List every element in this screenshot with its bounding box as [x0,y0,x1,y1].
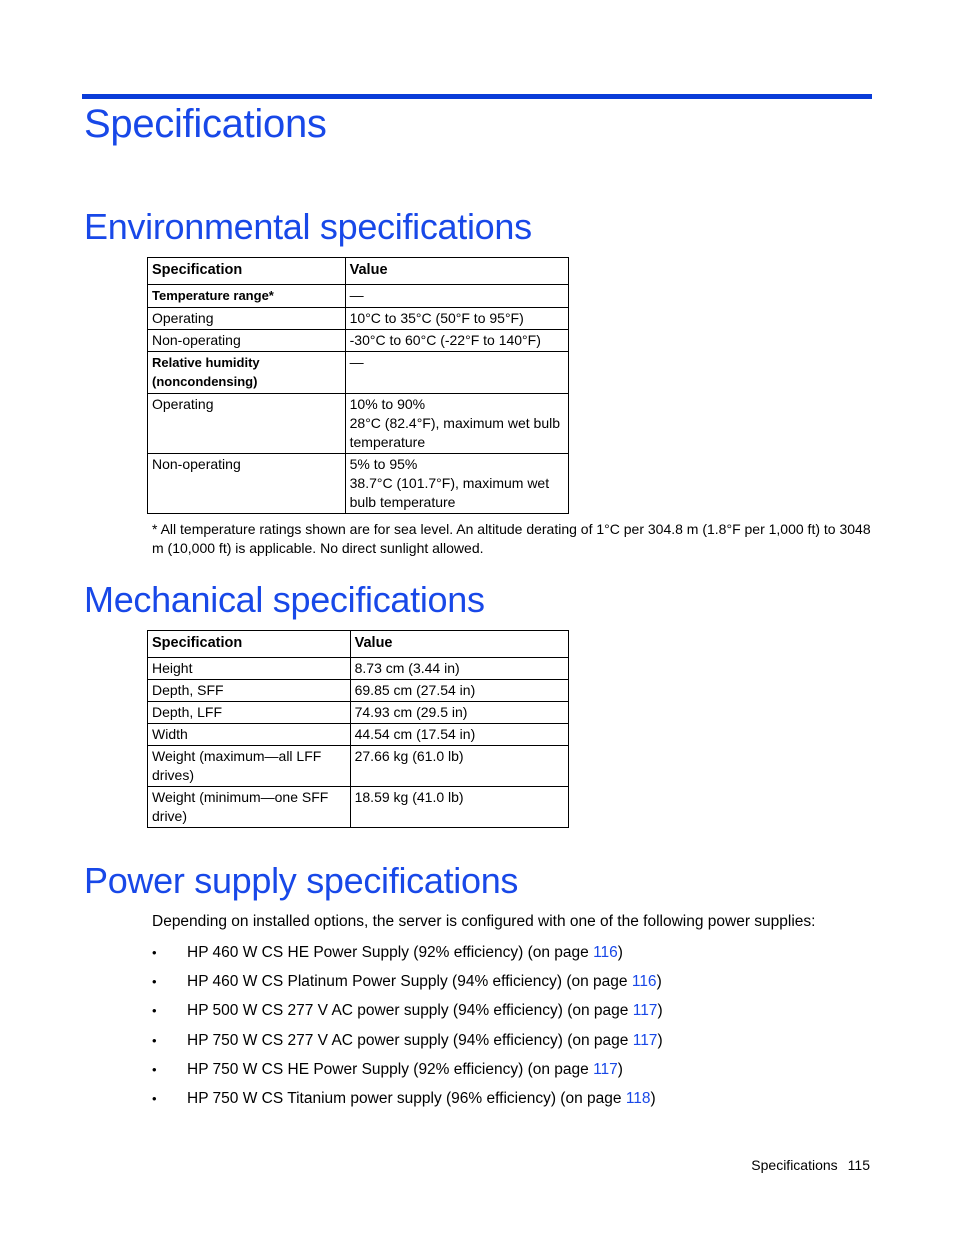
temperature-footnote: * All temperature ratings shown are for sea level. An altitude derating of 1°C per 304.8 m (1.8°F per 1,000 ft) to 3048 m (10,000 ft) is applicable. No direct sunlight allowed. [152,521,871,556]
column-header: Value [350,631,568,658]
page-link[interactable]: 116 [593,944,618,961]
bullet-icon: • [152,974,157,990]
table-row [148,330,569,352]
value-cell: 8.73 cm (3.44 in) [350,658,568,680]
spec-cell: Weight (minimum—one SFF drive) [148,787,351,828]
table-header-row [148,631,569,658]
value-cell: -30°C to 60°C (-22°F to 140°F) [345,330,568,352]
power-supply-list [152,940,663,1115]
value-cell: 74.93 cm (29.5 in) [350,702,568,724]
table-row [148,285,569,308]
value-line: 28°C (82.4°F), maximum wet bulb temperature [349,415,561,450]
mechanical-heading: Mechanical specifications [84,579,485,620]
column-header: Specification [148,631,351,658]
value-cell: 27.66 kg (61.0 lb) [350,746,568,787]
item-text: HP 750 W CS 277 V AC power supply (94% efficiency) (on page [187,1031,633,1049]
table-row [148,352,569,394]
footer-section: Specifications [751,1157,838,1173]
item-close: ) [657,1031,663,1049]
item-close: ) [656,973,662,991]
item-text: HP 500 W CS 277 V AC power supply (94% efficiency) (on page [187,1002,633,1020]
spec-cell: Operating [148,394,346,454]
table-row [148,746,569,787]
spec-cell: Depth, LFF [148,702,351,724]
value-cell: — [345,285,568,308]
power-supply-heading: Power supply specifications [84,860,519,901]
list-item [152,1086,663,1115]
item-close: ) [657,1002,663,1020]
page-footer [751,1157,870,1173]
page-title: Specifications [84,102,327,146]
item-close: ) [617,1060,623,1078]
item-text: HP 460 W CS Platinum Power Supply (94% efficiency) (on page [187,973,632,991]
title-rule [82,94,872,99]
bullet-icon: • [152,1090,157,1106]
column-header: Value [345,258,568,285]
bullet-icon: • [152,1061,157,1077]
spec-cell: Width [148,724,351,746]
spec-cell: Depth, SFF [148,680,351,702]
list-item [152,1057,663,1086]
page-link[interactable]: 116 [631,973,657,991]
value-cell: 10°C to 35°C (50°F to 95°F) [345,308,568,330]
item-text: HP 460 W CS HE Power Supply (92% efficiency) (on page [187,944,594,961]
list-item [152,998,663,1027]
item-close: ) [650,1089,656,1107]
spec-cell: Temperature range* [148,285,346,308]
value-line: 5% to 95% [349,456,418,472]
table-row [148,787,569,828]
table-row [148,308,569,330]
bullet-icon: • [152,945,157,960]
page-link[interactable]: 117 [593,1060,618,1078]
list-item [152,940,663,969]
table-row [148,658,569,680]
spec-cell: Non-operating [148,330,346,352]
spec-cell: Non-operating [148,454,346,514]
bullet-icon: • [152,1003,157,1019]
power-intro: Depending on installed options, the server is configured with one of the following power supplies: [152,913,816,930]
value-line: 10% to 90% [349,396,426,412]
item-text: HP 750 W CS HE Power Supply (92% efficiency) (on page [187,1060,594,1078]
value-cell [345,394,568,454]
table-row [148,724,569,746]
table-row [148,680,569,702]
value-cell: — [345,352,568,394]
column-header: Specification [148,258,346,285]
page-link[interactable]: 117 [632,1031,658,1049]
table-row [148,454,569,514]
table-header-row [148,258,569,285]
mechanical-table [147,630,569,828]
table-row [148,394,569,454]
table-row [148,702,569,724]
page-number: 115 [847,1157,870,1173]
list-item [152,969,663,998]
page-link[interactable]: 117 [632,1002,658,1020]
environmental-heading: Environmental specifications [84,206,532,247]
item-text: HP 750 W CS Titanium power supply (96% efficiency) (on page [187,1089,626,1107]
spec-cell: Relative humidity (noncondensing) [148,352,346,394]
page-link[interactable]: 118 [625,1089,651,1107]
value-line: 38.7°C (101.7°F), maximum wet bulb temperature [349,475,550,510]
value-cell: 44.54 cm (17.54 in) [350,724,568,746]
bullet-icon: • [152,1032,157,1048]
spec-cell: Operating [148,308,346,330]
value-cell: 18.59 kg (41.0 lb) [350,787,568,828]
list-item [152,1028,663,1057]
value-cell [345,454,568,514]
spec-cell: Weight (maximum—all LFF drives) [148,746,351,787]
value-cell: 69.85 cm (27.54 in) [350,680,568,702]
spec-cell: Height [148,658,351,680]
item-close: ) [617,944,623,961]
environmental-table [147,257,569,514]
